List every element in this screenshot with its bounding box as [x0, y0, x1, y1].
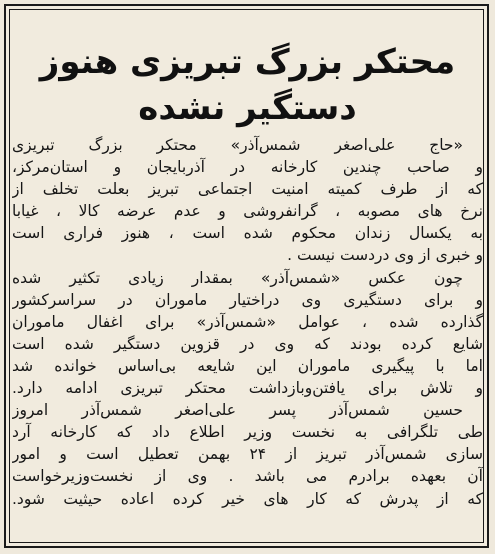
article-line: و برای دستگیری وی دراختیار ماموران در سراسرکشور: [12, 290, 483, 309]
article-line: و خبری از وی دردست نیست .: [287, 246, 483, 265]
headline-line-2: دستگیر نشده: [138, 88, 357, 128]
article-line: حسین شمس‌آذر پسر علی‌اصغر شمس‌آذر امروز: [12, 401, 463, 420]
article-line: که از پدرش که کار های خیر کرده اعاده حیثیت شود.: [12, 489, 483, 508]
headline-line-1: محتکر بزرگ تبریزی هنوز: [39, 42, 456, 82]
article-line: که از طرف کمیته امنیت اجتماعی تبریز بعلت تخلف از: [12, 180, 483, 199]
article-line: «حاج علی‌اصغر شمس‌آذر» محتکر بزرگ تبریزی: [12, 136, 463, 154]
article-line: شایع کرده بودند که وی در قزوین دستگیر شده است: [12, 334, 483, 353]
article-line: و تلاش برای یافتن‌وبازداشت محتکر تبریزی ادامه دارد.: [12, 379, 483, 398]
article-line: چون عکس «شمس‌آذر» بمقدار زیادی تکثیر شده: [12, 268, 463, 287]
article-line: طی تلگرافی به نخست وزیر اطلاع داد که کارخانه آرد: [12, 423, 483, 442]
article-line: اما با پیگیری ماموران این شایعه بی‌اساس خوانده شد: [12, 356, 483, 375]
article-line: گذارده شده ، عوامل «شمس‌آذر» برای اغفال ماموران: [12, 312, 483, 331]
article-line: و صاحب چندین کارخانه در آذربایجان و استان‌مرکز،: [12, 158, 483, 177]
article-line: نرخ های مصوبه ، گرانفروشی و عدم عرضه کالا ، غیابا: [12, 202, 483, 221]
article-line: به یکسال زندان محکوم شده است ، هنوز فراری است: [12, 224, 483, 243]
article-line: سازی شمس‌آذر تبریز از ۲۴ بهمن تعطیل است و امور: [12, 445, 483, 464]
article-body: [12, 134, 483, 510]
article-line: آن بعهده برادرم می باشد . وی از نخست‌وزیرخواست: [12, 467, 483, 486]
